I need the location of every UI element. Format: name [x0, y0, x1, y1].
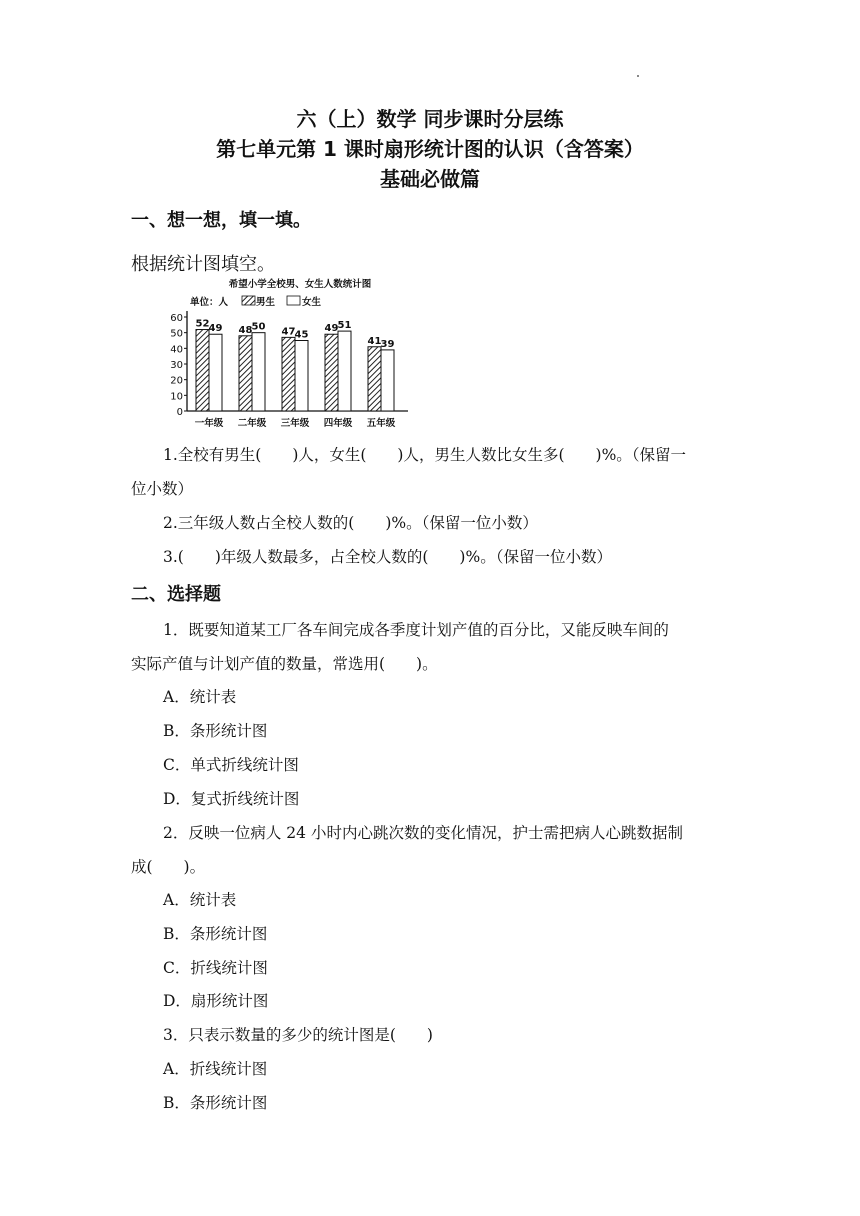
- mc-q2-option-d: D．扇形统计图: [163, 992, 269, 1010]
- y-tick-label: 30: [170, 360, 183, 371]
- bar-value-label: 50: [251, 321, 266, 333]
- mc-q3-option-a: A．折线统计图: [163, 1060, 268, 1078]
- section-1-lead: 根据统计图填空。: [131, 254, 275, 275]
- fill-question-1-cont: 位小数）: [131, 480, 194, 498]
- bar-value-label: 41: [367, 335, 382, 347]
- x-tick-label: 二年级: [237, 418, 267, 429]
- bar-value-label: 45: [294, 329, 309, 341]
- mc-question-1-cont: 实际产值与计划产值的数量，常选用( )。: [131, 655, 438, 673]
- mc-q2-option-c: C．折线统计图: [163, 959, 268, 977]
- mc-q1-option-d: D．复式折线统计图: [163, 790, 300, 808]
- mc-question-2-cont: 成( )。: [131, 858, 206, 876]
- x-tick-label: 四年级: [323, 418, 353, 429]
- mc-q2-option-a: A．统计表: [163, 891, 237, 909]
- mc-q1-option-a: A．统计表: [163, 688, 237, 706]
- mc-question-3: 3．只表示数量的多少的统计图是( ): [163, 1026, 433, 1044]
- mc-question-2: 2．反映一位病人 24 小时内心跳次数的变化情况，护士需把病人心跳数据制: [163, 824, 683, 842]
- bar-girls: [381, 350, 394, 411]
- y-tick-label: 0: [176, 407, 183, 418]
- bar-girls: [295, 341, 308, 412]
- title-line-1: 六（上）数学 同步课时分层练: [296, 107, 564, 131]
- section-1-heading: 一、想一想，填一填。: [131, 210, 311, 231]
- bar-boys: [239, 336, 252, 411]
- legend-swatch-boys: [242, 296, 255, 305]
- x-tick-label: 三年级: [280, 418, 310, 429]
- bar-value-label: 48: [238, 324, 253, 336]
- y-tick-label: 20: [170, 375, 183, 387]
- bar-value-label: 51: [337, 320, 352, 332]
- legend-swatch-girls: [287, 296, 300, 305]
- fill-question-3: 3.( )年级人数最多，占全校人数的( )%。（保留一位小数）: [163, 548, 612, 566]
- bar-value-label: 47: [281, 326, 296, 338]
- bar-girls: [252, 333, 265, 411]
- bar-value-label: 39: [380, 338, 395, 350]
- unit-label: 单位：人: [190, 297, 229, 308]
- bar-boys: [282, 337, 295, 411]
- bar-value-label: 49: [324, 323, 339, 335]
- bar-boys: [196, 330, 209, 411]
- bar-chart: [0, 0, 860, 440]
- bar-girls: [338, 331, 351, 411]
- x-tick-label: 五年级: [366, 418, 396, 429]
- chart-title: 希望小学全校男、女生人数统计图: [228, 279, 372, 290]
- mc-q2-option-b: B．条形统计图: [163, 925, 268, 943]
- fill-question-1: 1.全校有男生( )人，女生( )人，男生人数比女生多( )%。（保留一: [163, 446, 687, 464]
- title-line-2: 第七单元第 1 课时扇形统计图的认识（含答案）: [216, 137, 644, 161]
- bar-value-label: 52: [195, 318, 210, 330]
- bar-girls: [209, 334, 222, 411]
- mc-q3-option-b: B．条形统计图: [163, 1094, 268, 1112]
- title-line-3: 基础必做篇: [380, 167, 480, 191]
- y-tick-label: 60: [170, 313, 183, 324]
- bar-boys: [325, 334, 338, 411]
- bar-boys: [368, 347, 381, 411]
- bar-value-label: 49: [208, 323, 223, 335]
- x-tick-label: 一年级: [194, 418, 224, 429]
- mc-q1-option-b: B．条形统计图: [163, 722, 268, 740]
- mc-question-1: 1．既要知道某工厂各车间完成各季度计划产值的百分比，又能反映车间的: [163, 621, 669, 639]
- y-tick-label: 40: [170, 344, 183, 356]
- y-tick-label: 50: [170, 328, 183, 340]
- legend-label-boys: 男生: [256, 297, 276, 308]
- y-tick-label: 10: [170, 391, 183, 403]
- mc-q1-option-c: C．单式折线统计图: [163, 756, 299, 774]
- fill-question-2: 2.三年级人数占全校人数的( )%。（保留一位小数）: [163, 514, 538, 532]
- legend-label-girls: 女生: [302, 297, 322, 308]
- section-2-heading: 二、选择题: [131, 584, 221, 605]
